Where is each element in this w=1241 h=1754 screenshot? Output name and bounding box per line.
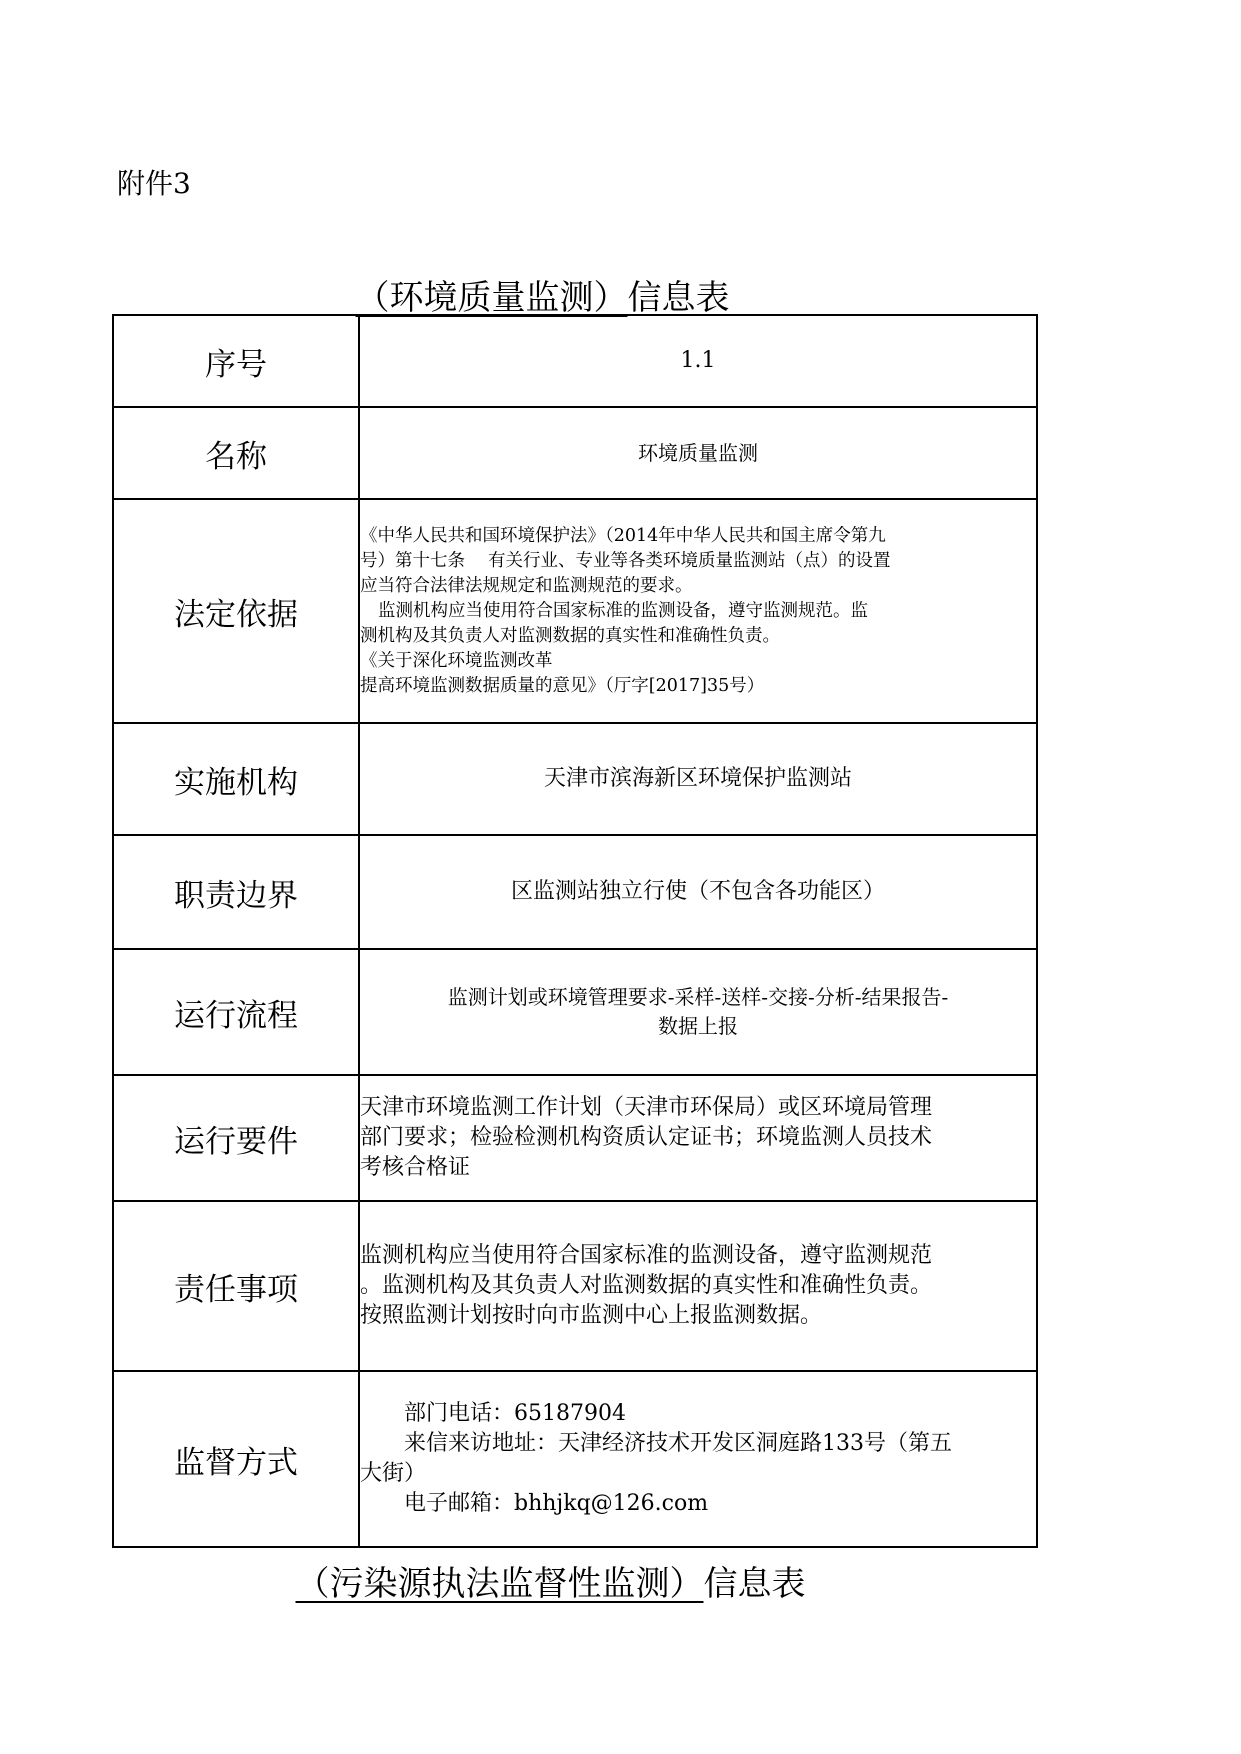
attachment-label: 附件3 — [117, 167, 191, 200]
row-supervision — [113, 1371, 1037, 1547]
value-process — [359, 949, 1037, 1075]
label-boundary: 职责边界 — [113, 835, 359, 949]
legal-basis-line: 应当符合法律法规规定和监测规范的要求。 — [360, 575, 693, 596]
table-title-suffix: 信息表 — [627, 278, 730, 318]
label-supervision: 监督方式 — [113, 1371, 359, 1547]
table-title-suffix: 信息表 — [703, 1564, 806, 1604]
table-title-underlined: （污染源执法监督性监测） — [295, 1564, 704, 1604]
legal-basis-line: 《关于深化环境监测改革 — [360, 650, 553, 671]
row-process — [113, 949, 1037, 1075]
row-agency — [113, 723, 1037, 835]
value-requirements — [359, 1075, 1037, 1201]
table-title-underlined: （环境质量监测） — [355, 278, 628, 318]
process-line: 数据上报 — [658, 1014, 738, 1038]
requirements-line: 部门要求；检验检测机构资质认定证书；环境监测人员技术 — [360, 1125, 933, 1150]
label-agency: 实施机构 — [113, 723, 359, 835]
legal-basis-line: 测机构及其负责人对监测数据的真实性和准确性负责。 — [360, 625, 780, 646]
legal-basis-line: 号）第十七条 有关行业、专业等各类环境质量监测站（点）的设置 — [360, 550, 891, 571]
requirements-line: 天津市环境监测工作计划（天津市环保局）或区环境局管理 — [360, 1095, 933, 1120]
value-name: 环境质量监测 — [359, 407, 1037, 499]
legal-basis-line: 监测机构应当使用符合国家标准的监测设备，遵守监测规范。监 — [378, 600, 868, 621]
process-line: 监测计划或环境管理要求-采样-送样-交接-分析-结果报告- — [447, 985, 949, 1009]
row-requirements — [113, 1075, 1037, 1201]
table-title-pollution-source — [0, 1556, 1171, 1605]
label-process: 运行流程 — [113, 949, 359, 1075]
legal-basis-line: 提高环境监测数据质量的意见》（厅字[2017]35号） — [360, 675, 765, 696]
label-name: 名称 — [113, 407, 359, 499]
row-name — [113, 407, 1037, 499]
value-legal-basis — [359, 499, 1037, 723]
row-boundary — [113, 835, 1037, 949]
responsibility-line: 监测机构应当使用符合国家标准的监测设备，遵守监测规范 — [360, 1243, 933, 1268]
value-serial: 1.1 — [359, 315, 1037, 407]
label-serial: 序号 — [113, 315, 359, 407]
responsibility-line: 按照监测计划按时向市监测中心上报监测数据。 — [360, 1303, 823, 1328]
row-legal-basis — [113, 499, 1037, 723]
value-responsibility — [359, 1201, 1037, 1371]
supervision-address-cont: 大街） — [360, 1461, 427, 1486]
supervision-email: 电子邮箱：bhhjkq@126.com — [404, 1491, 709, 1516]
value-agency: 天津市滨海新区环境保护监测站 — [359, 723, 1037, 835]
label-legal-basis: 法定依据 — [113, 499, 359, 723]
label-responsibility: 责任事项 — [113, 1201, 359, 1371]
requirements-line: 考核合格证 — [360, 1155, 471, 1180]
row-responsibility — [113, 1201, 1037, 1371]
value-supervision — [359, 1371, 1037, 1547]
row-serial — [113, 315, 1037, 407]
table-title-environment-quality — [0, 270, 1163, 319]
supervision-address: 来信来访地址：天津经济技术开发区洞庭路133号（第五 — [404, 1431, 952, 1456]
supervision-phone: 部门电话：65187904 — [404, 1401, 626, 1426]
responsibility-line: 。监测机构及其负责人对监测数据的真实性和准确性负责。 — [360, 1273, 933, 1298]
label-requirements: 运行要件 — [113, 1075, 359, 1201]
info-table — [112, 314, 1038, 1548]
value-boundary: 区监测站独立行使（不包含各功能区） — [359, 835, 1037, 949]
legal-basis-line: 《中华人民共和国环境保护法》（2014年中华人民共和国主席令第九 — [360, 525, 886, 546]
